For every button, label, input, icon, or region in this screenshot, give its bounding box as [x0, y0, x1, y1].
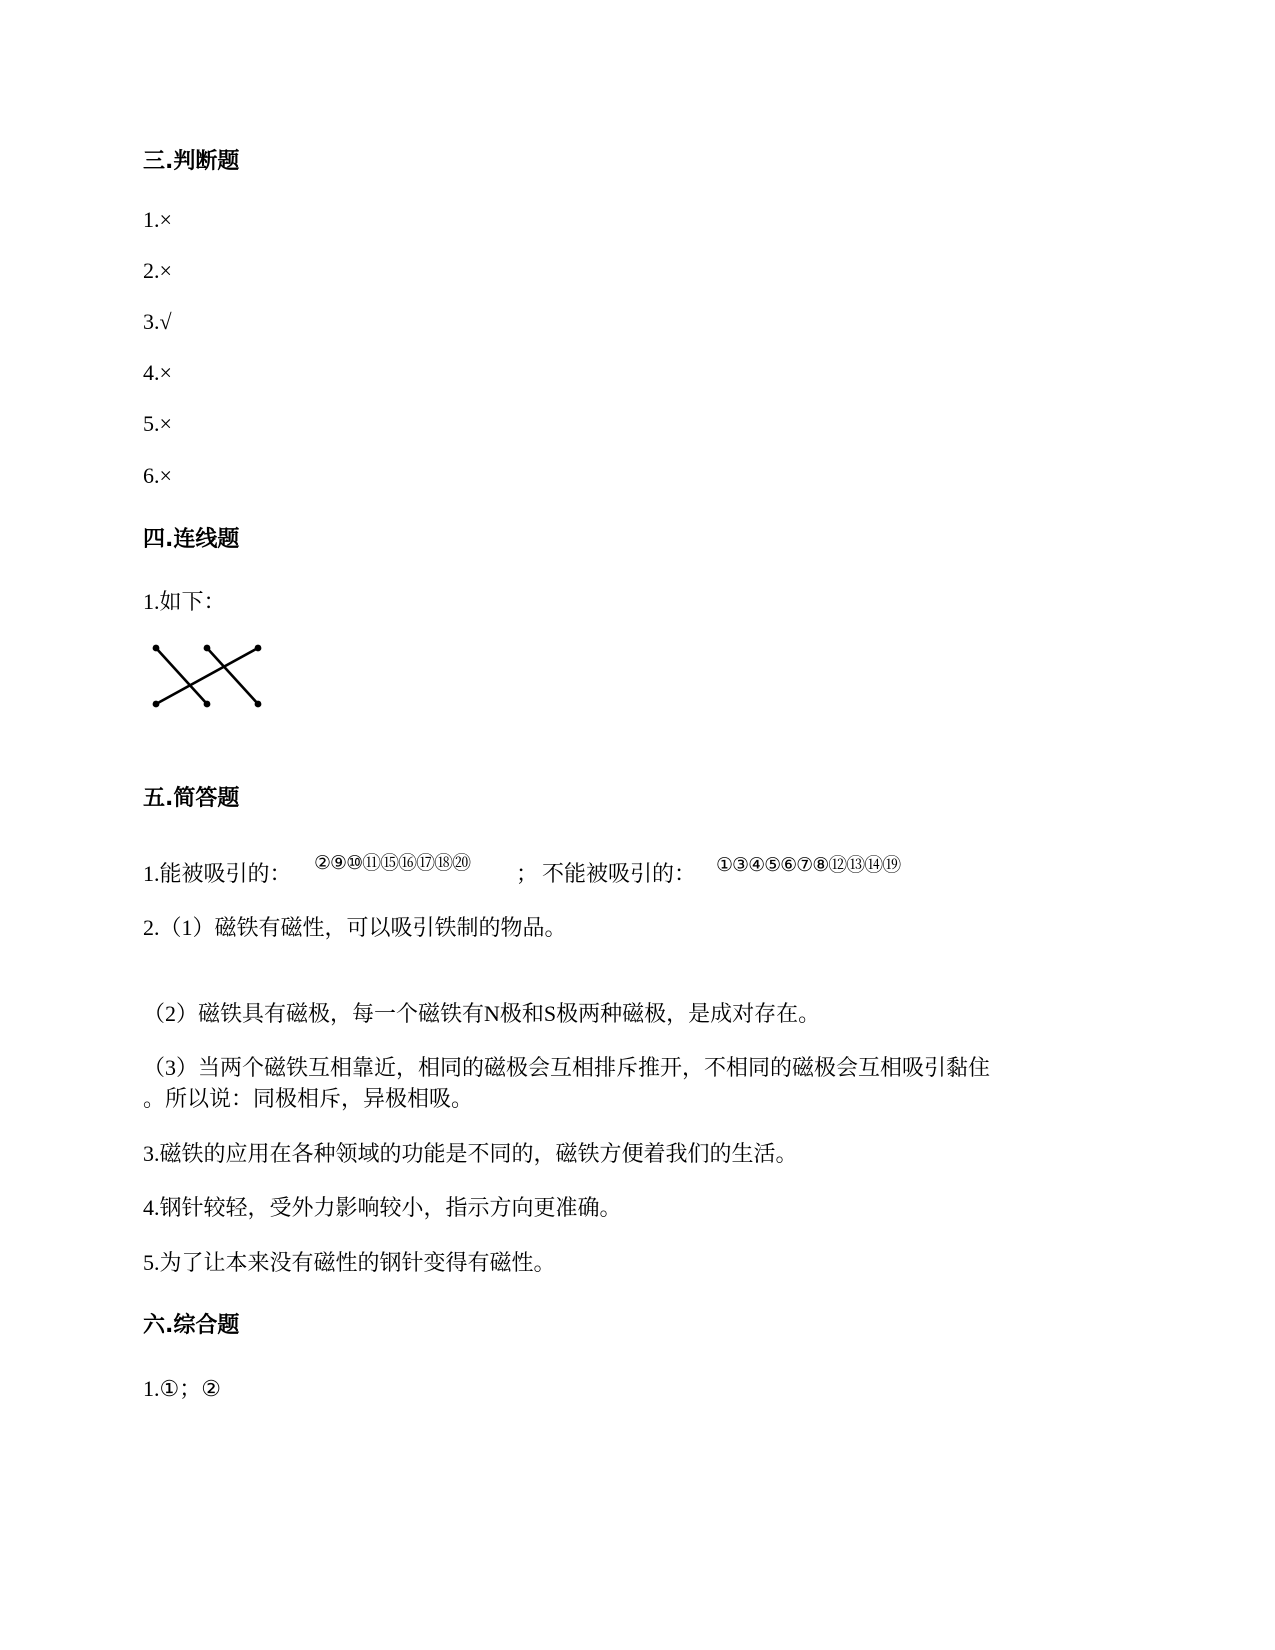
- not-attracted-items: ①③④⑤⑥⑦⑧⑫⑬⑭⑲: [716, 855, 901, 876]
- answer-q3: 3.磁铁的应用在各种领域的功能是不同的，磁铁方便着我们的生活。: [143, 1141, 798, 1166]
- matching-lines-diagram: [145, 640, 270, 715]
- answer-q2-part3-cont: 。所以说：同极相斥，异极相吸。: [143, 1086, 474, 1111]
- section-heading-short-answer: 五.简答题: [143, 786, 240, 811]
- answer-item: 4.×: [143, 360, 172, 385]
- connector-dot: [204, 645, 211, 652]
- answer-item: 1.如下：: [143, 589, 226, 614]
- connector-line: [156, 648, 258, 704]
- answer-q1-not-prefix: 不能被吸引的：: [542, 861, 697, 886]
- connector-dot: [255, 701, 262, 708]
- answer-item: 3.√: [143, 309, 172, 334]
- connector-line: [207, 648, 258, 704]
- section-heading-matching: 四.连线题: [143, 527, 240, 552]
- answer-q1-prefix: 1.能被吸引的：: [143, 861, 292, 886]
- answer-q2-part1: 2.（1）磁铁有磁性，可以吸引铁制的物品。: [143, 915, 567, 940]
- attracted-items: ②⑨⑩⑪⑮⑯⑰⑱⑳: [314, 853, 471, 874]
- connector-dot: [255, 645, 262, 652]
- separator: ；: [516, 861, 539, 886]
- answer-item: 2.×: [143, 258, 172, 283]
- connector-line: [156, 648, 207, 704]
- answer-q5: 5.为了让本来没有磁性的钢针变得有磁性。: [143, 1250, 556, 1275]
- connector-dot: [204, 701, 211, 708]
- connector-dot: [153, 701, 160, 708]
- answer-item: 5.×: [143, 411, 172, 436]
- section-heading-judgment: 三.判断题: [143, 149, 240, 174]
- answer-q4: 4.钢针较轻，受外力影响较小，指示方向更准确。: [143, 1195, 622, 1220]
- answer-item: 1.×: [143, 207, 172, 232]
- answer-item: 6.×: [143, 463, 172, 488]
- answer-q2-part2: （2）磁铁具有磁极，每一个磁铁有N极和S极两种磁极，是成对存在。: [143, 1001, 821, 1026]
- connector-dot: [153, 645, 160, 652]
- answer-item: 1.①；②: [143, 1376, 221, 1401]
- section-heading-comprehensive: 六.综合题: [143, 1313, 240, 1338]
- answer-q2-part3: （3）当两个磁铁互相靠近，相同的磁极会互相排斥推开，不相同的磁极会互相吸引黏住: [143, 1055, 991, 1080]
